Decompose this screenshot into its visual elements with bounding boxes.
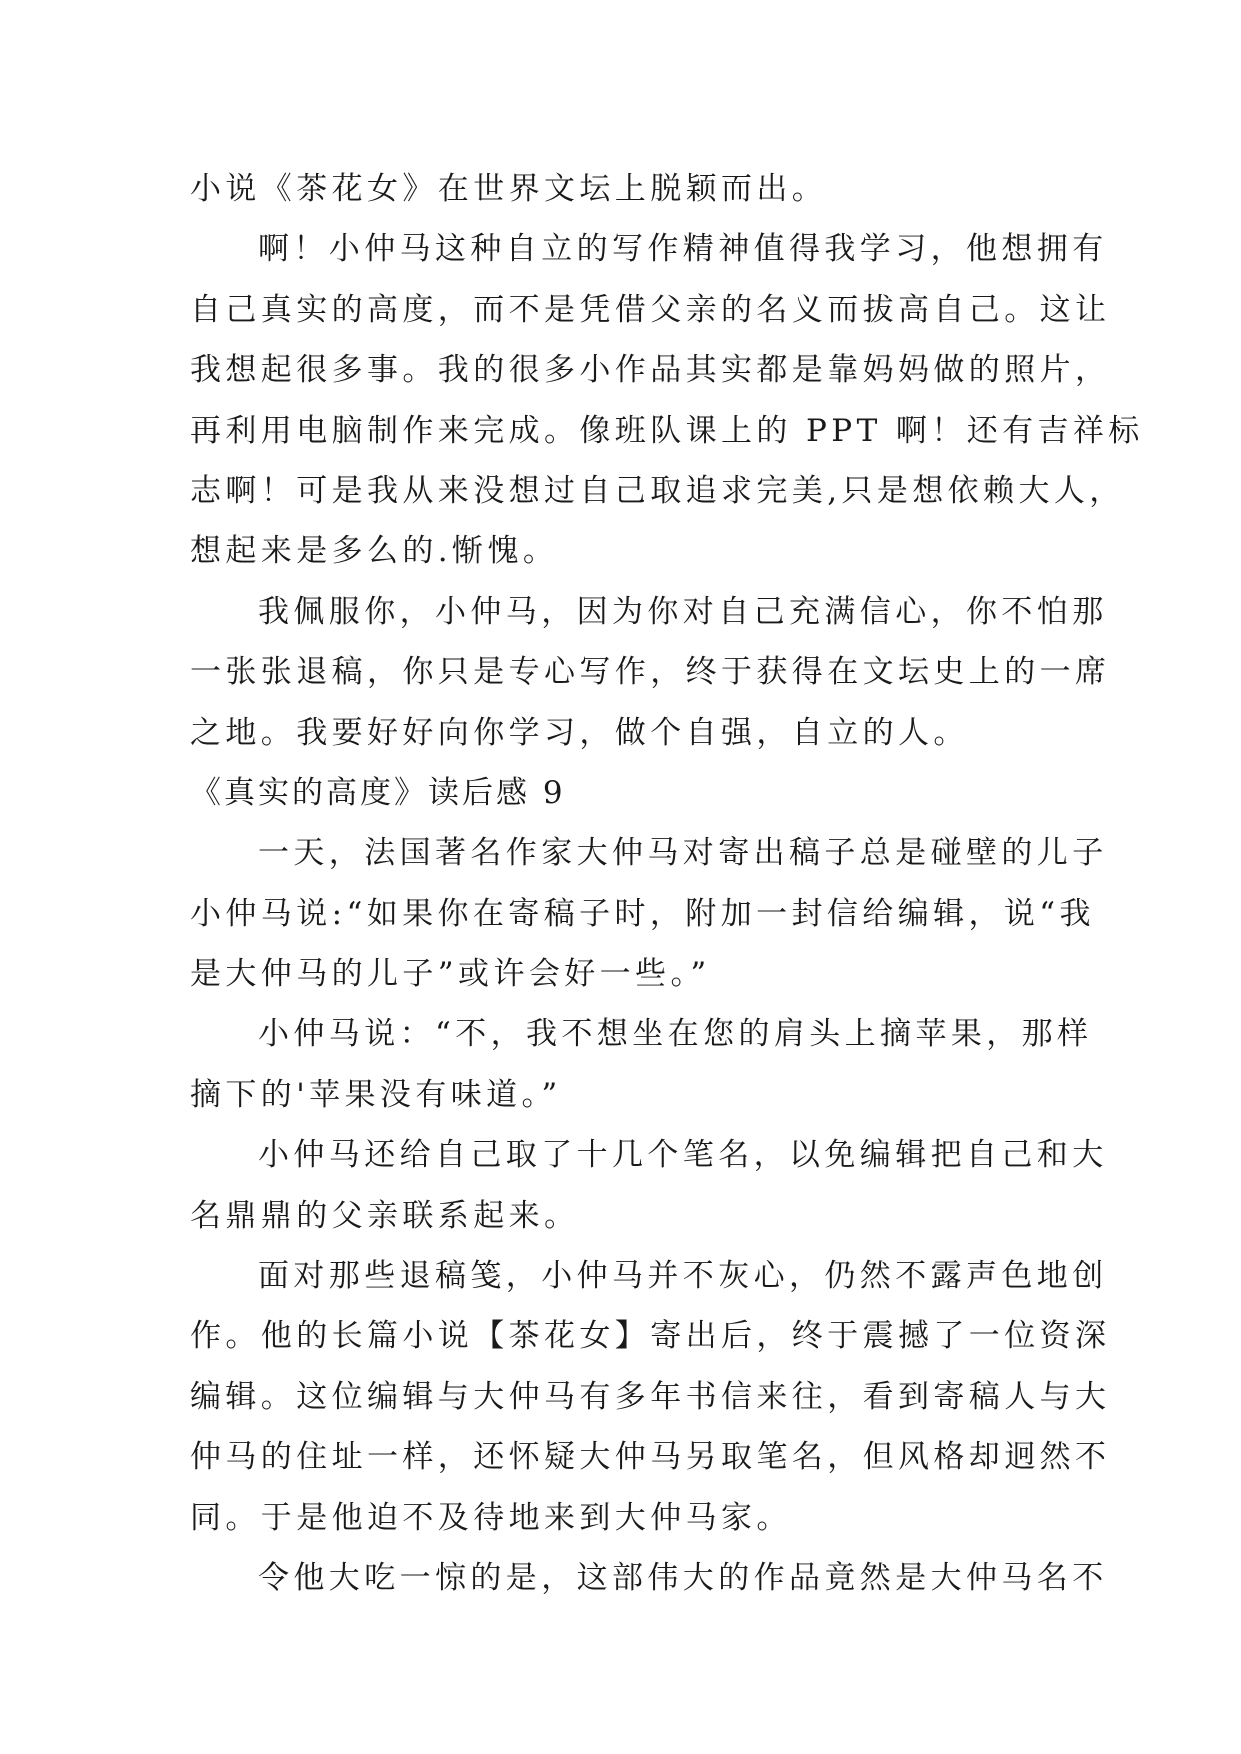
text-line: 小说《茶花女》在世界文坛上脱颖而出。 bbox=[190, 171, 828, 207]
text-line: 令他大吃一惊的是，这部伟大的作品竟然是大仲马名不 bbox=[258, 1559, 1108, 1596]
text-line: 志啊！可是我从来没想过自己取追求完美,只是想依赖大人， bbox=[190, 472, 1125, 509]
text-line: 同。于是他迫不及待地来到大仲马家。 bbox=[190, 1499, 792, 1536]
text-line: 编辑。这位编辑与大仲马有多年书信来往，看到寄稿人与大 bbox=[190, 1378, 1111, 1415]
text-line: 名鼎鼎的父亲联系起来。 bbox=[190, 1197, 580, 1234]
text-line: 作。他的长篇小说【茶花女】寄出后，终于震撼了一位资深 bbox=[190, 1318, 1111, 1355]
text-line: 面对那些退稿笺，小仲马并不灰心，仍然不露声色地创 bbox=[258, 1258, 1108, 1295]
section-heading: 《真实的高度》读后感 9 bbox=[190, 774, 566, 811]
text-line: 小仲马还给自己取了十几个笔名，以免编辑把自己和大 bbox=[258, 1137, 1108, 1174]
text-line: 自己真实的高度，而不是凭借父亲的名义而拔高自己。这让 bbox=[190, 291, 1111, 328]
text-line: 一张张退稿，你只是专心写作，终于获得在文坛史上的一席 bbox=[190, 654, 1111, 691]
text-line: 仲马的住址一样，还怀疑大仲马另取笔名，但风格却迥然不 bbox=[190, 1439, 1111, 1476]
text-line: 小仲马说:“如果你在寄稿子时，附加一封信给编辑，说“我 bbox=[190, 895, 1095, 932]
text-line: 啊！小仲马这种自立的写作精神值得我学习，他想拥有 bbox=[258, 231, 1108, 268]
document-body bbox=[190, 159, 1144, 1608]
text-line: 摘下的'苹果没有味道。” bbox=[190, 1076, 562, 1113]
text-line: 我想起很多事。我的很多小作品其实都是靠妈妈做的照片， bbox=[190, 352, 1111, 389]
text-line: 之地。我要好好向你学习，做个自强，自立的人。 bbox=[190, 714, 969, 751]
text-line: 小仲马说：“不，我不想坐在您的肩头上摘苹果，那样 bbox=[258, 1016, 1093, 1053]
text-line: 是大仲马的儿子”或许会好一些。” bbox=[190, 956, 711, 993]
text-line: 再利用电脑制作来完成。像班队课上的 PPT 啊！还有吉祥标 bbox=[190, 412, 1144, 449]
text-line: 一天，法国著名作家大仲马对寄出稿子总是碰壁的儿子 bbox=[258, 835, 1108, 872]
text-line: 我佩服你，小仲马，因为你对自己充满信心，你不怕那 bbox=[258, 593, 1108, 630]
text-line: 想起来是多么的.惭愧。 bbox=[190, 533, 559, 570]
